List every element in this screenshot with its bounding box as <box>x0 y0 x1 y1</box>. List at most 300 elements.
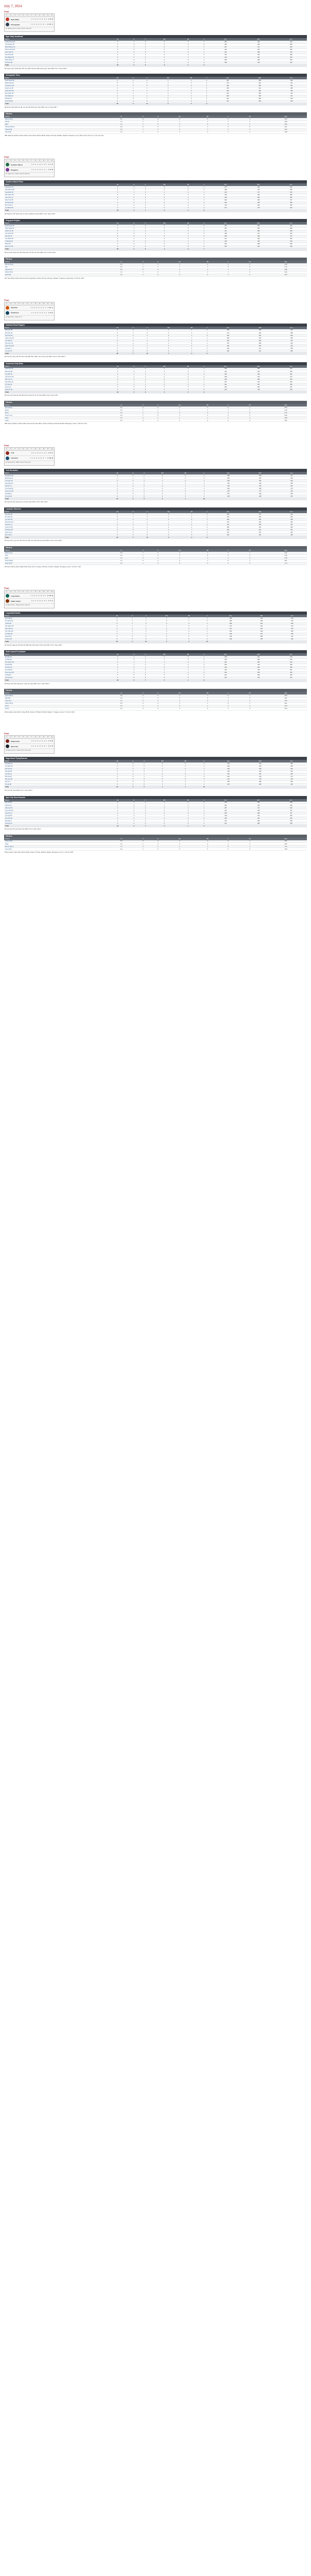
player-name[interactable]: Fred Hood RF <box>4 487 107 490</box>
player-name[interactable]: Cy Dale SS <box>4 658 107 661</box>
column-header: K <box>221 261 235 263</box>
player-name[interactable]: Luke Price LF <box>4 196 107 199</box>
team-name[interactable]: Southern Marsh <box>11 163 23 166</box>
inning-label: 3 <box>14 302 15 304</box>
column-header: BB <box>179 615 199 617</box>
scorebox[interactable] <box>4 590 55 608</box>
player-name[interactable]: Brad King SS <box>4 477 107 480</box>
player-name[interactable]: Mark Delaney CF <box>4 46 107 48</box>
team-name[interactable]: Long Island <box>11 595 20 597</box>
player-name[interactable]: Jacob Owens 2B <box>4 41 107 43</box>
team-name[interactable]: Gastonia <box>11 307 18 309</box>
player-name[interactable]: Ben Carter DH <box>4 92 107 95</box>
player-name: Totals <box>4 64 107 66</box>
stat-cell: 0 <box>128 495 139 498</box>
inning-label: R <box>43 160 44 162</box>
stat-cell: 7 <box>135 552 150 554</box>
column-header: ER <box>165 404 194 406</box>
player-name[interactable]: Bo Mills 2B <box>4 656 107 658</box>
column-header: RBI <box>151 222 178 225</box>
inning-label: E <box>51 448 53 450</box>
stat-cell: .351 <box>275 196 307 199</box>
player-name[interactable]: Ed Pratt DH <box>4 664 107 666</box>
player-name[interactable]: Lon Brisk SS <box>4 765 107 768</box>
stat-cell: 0 <box>235 128 265 131</box>
player-name[interactable]: Carlos Ruiz 3B <box>4 90 107 92</box>
player-name[interactable]: Sam Briggs 3B <box>4 56 107 59</box>
player-name[interactable]: Jon Pratt LF <box>4 340 107 342</box>
player-name[interactable]: Sam Vail CF <box>4 617 107 620</box>
stat-cell: .522 <box>276 84 307 87</box>
stat-cell: .322 <box>244 482 277 485</box>
stat-cell: 3 <box>107 638 127 640</box>
column-header: SLG <box>277 615 307 617</box>
stat-cell: 1 <box>221 707 235 710</box>
player-name[interactable]: Hal Webb C <box>4 493 107 495</box>
player-name[interactable]: Abe Pike 3B <box>4 817 107 820</box>
stat-cell: 1 <box>150 409 165 412</box>
player-name[interactable]: Jason Lee 1B <box>4 87 107 90</box>
player-name[interactable]: Pat Rowe 3B <box>4 529 107 531</box>
player-name[interactable]: Ortiz <box>4 554 107 557</box>
player-name[interactable]: Banner W(4-2) <box>4 845 107 848</box>
column-header: H <box>135 549 150 552</box>
player-name[interactable]: Gabe Lowe DH <box>4 337 107 340</box>
column-header: RBI <box>151 365 178 368</box>
stat-cell: 2 <box>156 518 182 521</box>
stat-cell: .360 <box>275 189 307 191</box>
stat-cell: .322 <box>246 628 277 630</box>
team-batting-block <box>4 650 307 686</box>
stat-cell: .262 <box>210 199 242 201</box>
player-name[interactable]: Quinn Ash C <box>4 531 107 534</box>
player-name[interactable]: Curt Gale 1B <box>4 480 107 482</box>
player-name[interactable]: Vega W(7-2) <box>4 268 107 271</box>
column-header: H <box>139 511 156 513</box>
stat-cell: 0 <box>150 775 176 778</box>
home-team-row <box>5 22 54 27</box>
player-name[interactable]: Kim Park SS <box>4 516 107 518</box>
player-name[interactable]: Yale Nye LF <box>4 812 107 815</box>
player-name[interactable]: Nate Fox 2B <box>4 329 107 332</box>
player-name[interactable]: Grady <box>4 419 107 422</box>
stat-cell: 1 <box>151 804 178 807</box>
away-team-row <box>5 306 54 311</box>
player-name[interactable]: Oscar Lin RF <box>4 526 107 529</box>
inning-label: R <box>43 14 44 16</box>
player-name[interactable]: Tate <box>4 266 107 268</box>
player-name[interactable]: Beck <box>4 557 107 560</box>
stat-cell: 8 <box>135 118 150 121</box>
player-name[interactable]: Marco Diaz SS <box>4 82 107 84</box>
player-name[interactable]: Stu Hix C <box>4 781 107 783</box>
player-name[interactable]: Max Young C <box>4 204 107 207</box>
stat-cell: 0 <box>178 41 199 43</box>
stat-cell: 0 <box>140 61 151 64</box>
player-name[interactable]: Dom Reyes 1B <box>4 661 107 664</box>
player-name[interactable]: Nat Doll DH <box>4 770 107 773</box>
player-name[interactable]: Baird <box>4 123 107 126</box>
player-name[interactable]: Greg Lund 3B <box>4 490 107 493</box>
player-name[interactable]: Evan Cole 3B <box>4 199 107 201</box>
stat-cell: .233 <box>213 485 244 487</box>
player-name[interactable]: Otis Eck LF <box>4 773 107 775</box>
stat-cell: 5 <box>107 617 127 620</box>
stat-cell: 0 <box>150 271 165 274</box>
column-header: HR <box>235 261 265 263</box>
player-name[interactable]: Yuri Bray 3B <box>4 633 107 635</box>
player-name[interactable]: Dan Ruiz LF <box>4 235 107 238</box>
stat-cell: 3 <box>107 95 128 97</box>
player-name[interactable]: Vic Hale RF <box>4 383 107 386</box>
player-name[interactable]: Pete Moss 3B <box>4 381 107 383</box>
player-name[interactable]: Wil Lamb 1B <box>4 807 107 809</box>
player-name[interactable]: Fin Moss LF <box>4 666 107 669</box>
stat-cell: .334 <box>275 240 307 243</box>
player-name[interactable]: Seth Hart 1B <box>4 334 107 337</box>
player-name[interactable]: Cole S(12) <box>4 131 107 133</box>
player-name[interactable]: Stroud <box>4 707 107 710</box>
player-name[interactable]: Mo Carr 1B <box>4 768 107 770</box>
player-name[interactable]: Dale Mast DH <box>4 482 107 485</box>
team-section-title: Staten Island FerryHawks <box>4 650 307 653</box>
stat-cell: 3 <box>107 61 128 64</box>
game-notes: WP: Beck. Pitches-strikes: Walsh 90-58, Duran 104-70. Umpires: HP Stone, 1B Vance. Weather: 82 degrees, clear. T: 2:29. Att: 7,448. <box>5 566 81 568</box>
stat-cell: 1 <box>194 845 221 848</box>
stat-cell: 6 <box>135 840 150 843</box>
player-name[interactable]: Nichols <box>4 121 107 123</box>
player-name[interactable]: Drew Hall 2B <box>4 100 107 103</box>
player-name[interactable]: Glen Ames DH <box>4 376 107 378</box>
player-name[interactable]: Carl Diaz C <box>4 347 107 350</box>
column-header: R <box>128 653 140 656</box>
player-name[interactable]: Mike Ray 2B <box>4 370 107 373</box>
player-name[interactable]: Will Grant C <box>4 97 107 100</box>
player-name[interactable]: Tyler Moss RF <box>4 54 107 56</box>
player-name[interactable]: Ira Cole 2B <box>4 495 107 498</box>
player-name[interactable]: Duran W(8-3) <box>4 560 107 562</box>
player-name[interactable]: Xav Lopez RF <box>4 630 107 633</box>
inning-label: 8 <box>35 736 36 738</box>
player-name[interactable]: Troy Bell 1B <box>4 373 107 376</box>
player-name[interactable]: Leo Banks SS <box>4 207 107 209</box>
player-name[interactable]: Cutler L(3-5) <box>4 840 107 843</box>
team-name[interactable]: Kingsport <box>11 168 19 171</box>
stat-cell: 10 <box>139 536 156 539</box>
scorebox[interactable] <box>4 13 55 32</box>
player-name[interactable]: Harper L(5-6) <box>4 702 107 705</box>
player-name[interactable]: Cal Root CF <box>4 822 107 825</box>
column-header: IP <box>107 261 135 263</box>
stat-cell: 5 <box>107 82 128 84</box>
stat-cell: .548 <box>276 518 307 521</box>
stat-cell: 3 <box>107 201 128 204</box>
player-name[interactable]: Lee Hunt 1B <box>4 518 107 521</box>
player-name[interactable]: Huey Lamb 3B <box>4 671 107 674</box>
column-header: RBI <box>150 472 176 474</box>
stat-cell: 0 <box>150 770 176 773</box>
player-name[interactable]: Sean Pike CF <box>4 368 107 370</box>
player-name[interactable]: Porter L(2-7) <box>4 414 107 417</box>
stat-cell: .308 <box>241 812 275 815</box>
stat-cell: 2 <box>199 232 210 235</box>
team-name[interactable]: York <box>11 452 14 454</box>
player-name[interactable]: Matt Gill C <box>4 243 107 245</box>
stat-cell: 2 <box>199 809 210 812</box>
stat-cell: 3 <box>107 531 128 534</box>
column-header: H <box>135 115 150 118</box>
player-name[interactable]: Adler S(9) <box>4 274 107 276</box>
stat-cell: 0 <box>128 778 139 781</box>
stat-cell: 32 <box>107 248 128 250</box>
player-name[interactable]: Aaron Fields CF <box>4 79 107 82</box>
player-name[interactable]: Ortega H(9) <box>4 128 107 131</box>
stat-cell: 1 <box>199 630 215 633</box>
player-name[interactable]: Jay Lane 2B <box>4 513 107 516</box>
stat-cell: 1 <box>128 54 140 56</box>
player-name[interactable]: Ned Frey LF <box>4 523 107 526</box>
player-name[interactable]: Yates S(7) <box>4 700 107 702</box>
stat-cell: .252 <box>210 664 242 666</box>
stat-cell: 1 <box>156 342 182 345</box>
stat-cell: 0 <box>128 56 140 59</box>
player-name[interactable]: Kurt Abel CF <box>4 762 107 765</box>
column-header: K <box>196 472 213 474</box>
stat-cell: .289 <box>212 84 243 87</box>
player-name[interactable]: Baxter <box>4 409 107 412</box>
team-name[interactable]: Spire City <box>11 745 19 748</box>
player-name[interactable]: Wes Nash LF <box>4 628 107 630</box>
player-name[interactable]: Lou Kerr CF <box>4 350 107 352</box>
stat-cell: 2 <box>139 516 156 518</box>
player-name[interactable]: Finley S(14) <box>4 562 107 565</box>
stat-cell: 1 <box>139 523 156 526</box>
stat-cell: 10 <box>199 640 215 643</box>
stat-cell: 0 <box>165 843 194 845</box>
player-name[interactable]: Kline W(5-4) <box>4 406 107 409</box>
player-name[interactable]: Al Pryor 2B <box>4 638 107 640</box>
player-name[interactable]: Xeno Mott DH <box>4 809 107 812</box>
player-name[interactable]: Earl Fitz LF <box>4 485 107 487</box>
player-name[interactable]: Alex Moreno 2B <box>4 189 107 191</box>
player-name[interactable]: Tim Wong SS <box>4 620 107 622</box>
inning-label: E <box>51 736 53 738</box>
player-name[interactable]: Kyle Benton RF <box>4 84 107 87</box>
player-name: Totals <box>4 825 107 827</box>
team-logo-icon <box>6 739 9 743</box>
player-name[interactable]: Zed Oak RF <box>4 815 107 817</box>
player-name[interactable]: Myers <box>4 412 107 414</box>
stat-cell: 0 <box>128 770 139 773</box>
stat-cell: 0 <box>151 46 178 48</box>
player-name[interactable]: Ty Bishop RF <box>4 240 107 243</box>
inning-label: 8 <box>35 302 36 304</box>
stat-cell: 1 <box>202 521 212 523</box>
stat-cell: .320 <box>244 332 276 334</box>
team-name[interactable]: High Valley <box>11 18 20 21</box>
player-name[interactable]: Zane Holt C <box>4 635 107 638</box>
stat-cell: 3 <box>178 391 199 394</box>
player-name[interactable]: Joe Marsh DH <box>4 238 107 240</box>
scorebox[interactable] <box>4 735 55 754</box>
player-name[interactable]: Drake <box>4 843 107 845</box>
stat-cell: 9 <box>140 248 151 250</box>
team-name[interactable]: Charleston <box>11 312 19 314</box>
player-name[interactable]: Ellis H(8) <box>4 697 107 700</box>
stat-cell: .250 <box>210 671 242 674</box>
stat-cell: 6 <box>221 126 235 128</box>
scorebox[interactable] <box>4 447 55 466</box>
player-name[interactable]: Quinn W(6-5) <box>4 694 107 697</box>
player-name[interactable]: Ron Lutz LF <box>4 378 107 381</box>
stat-cell: .259 <box>210 235 242 238</box>
stat-cell: 3 <box>128 679 140 682</box>
stat-cell: .398 <box>275 54 307 56</box>
stat-cell: 3 <box>150 126 165 128</box>
column-header: BB <box>194 692 221 694</box>
stat-cell: 2 <box>199 674 210 676</box>
team-name[interactable]: Staten Island <box>11 600 21 602</box>
player-name[interactable]: Van Oakes DH <box>4 625 107 628</box>
stat-cell: .305 <box>213 480 244 482</box>
stat-cell: .371 <box>244 513 276 516</box>
team-name[interactable]: Chesapeake <box>11 23 20 26</box>
player-name[interactable]: Ness S(10) <box>4 848 107 851</box>
stat-cell: 0 <box>128 235 140 238</box>
player-name[interactable]: Devin Park LF <box>4 51 107 54</box>
stat-cell: .356 <box>244 518 276 521</box>
inning-label: 3 <box>14 736 15 738</box>
team-section-title: Lancaster Stormers <box>4 507 307 511</box>
table-row <box>4 64 307 66</box>
player-name[interactable]: Pierce L(4-5) <box>4 118 107 121</box>
column-header: BB <box>194 261 221 263</box>
player-name[interactable]: Sal Cruz C <box>4 386 107 388</box>
stat-cell: 3 <box>107 676 128 679</box>
stat-cell: 4 <box>107 376 128 378</box>
stat-cell: .231 <box>210 51 242 54</box>
player-name[interactable]: Bud Quill C <box>4 820 107 822</box>
player-name[interactable]: Jed Fong CF <box>4 676 107 679</box>
player-name[interactable]: Ted Ide 2B <box>4 783 107 786</box>
player-name[interactable]: Cole Finch 3B <box>4 232 107 235</box>
stat-cell: 3 <box>107 194 128 196</box>
player-name[interactable]: Ramos H(11) <box>4 271 107 274</box>
stat-cell <box>210 248 242 250</box>
player-name[interactable]: Ian Brooks RF <box>4 201 107 204</box>
inning-label: 4 <box>19 14 20 16</box>
stat-cell: 4 <box>135 845 150 848</box>
player-name[interactable]: Noah Kent 1B <box>4 230 107 232</box>
stat-cell: 5 <box>221 118 235 121</box>
stat-cell: .284 <box>276 781 307 783</box>
player-name[interactable]: Hank Orr SS <box>4 388 107 391</box>
stat-cell: .372 <box>276 775 307 778</box>
stat-cell: 0 <box>181 342 202 345</box>
player-name[interactable]: Jake Ward 1B <box>4 191 107 194</box>
stat-cell: 0 <box>165 131 194 133</box>
stat-cell: 1 <box>199 186 210 189</box>
stat-cell: 0 <box>175 781 196 783</box>
player-name[interactable]: Paul Kim SS <box>4 332 107 334</box>
stat-cell <box>275 209 307 212</box>
stat-cell: 0 <box>235 557 265 560</box>
stat-cell: .297 <box>210 46 242 48</box>
player-name[interactable]: Val Kirk SS <box>4 804 107 807</box>
player-name[interactable]: Tom Walsh LF <box>4 95 107 97</box>
stat-cell <box>275 825 307 827</box>
player-name[interactable]: Nunez <box>4 705 107 707</box>
scorebox[interactable] <box>4 159 55 177</box>
player-name[interactable]: Chris Dunn CF <box>4 186 107 189</box>
stat-cell: 1 <box>178 381 199 383</box>
stat-cell: 2 <box>221 848 235 851</box>
stat-cell: 1 <box>194 266 221 268</box>
stat-cell: 2 <box>221 128 235 131</box>
batting-table <box>4 327 307 355</box>
player-name[interactable]: Max Dean DH <box>4 521 107 523</box>
stat-cell: 4 <box>107 368 128 370</box>
player-name[interactable]: Walsh L(4-4) <box>4 552 107 554</box>
stat-cell: .348 <box>244 329 276 332</box>
player-name[interactable]: Ross Cantrell 1B <box>4 48 107 51</box>
player-name[interactable]: Eli Stone DH <box>4 61 107 64</box>
team-name[interactable]: Lancaster <box>11 457 19 460</box>
column-header: HR <box>235 838 265 840</box>
stat-cell: 1 <box>194 409 221 412</box>
player-name[interactable]: Uri Belt 1B <box>4 622 107 625</box>
linescore: 2 0 1 0 0 0 0 1 x <box>31 169 47 171</box>
stat-cell: 0 <box>139 783 150 786</box>
player-name[interactable]: Luis Herrera SS <box>4 43 107 46</box>
player-name[interactable]: Phil Fay RF <box>4 775 107 778</box>
scorebox[interactable] <box>4 302 55 320</box>
player-name[interactable]: Harrison W(6-3) <box>4 126 107 128</box>
player-name[interactable]: Owen Shaw CF <box>4 227 107 230</box>
player-name[interactable]: Ray Gee 3B <box>4 778 107 781</box>
player-name[interactable]: Gus Tate RF <box>4 669 107 671</box>
stat-cell: 1 <box>194 268 221 271</box>
player-name[interactable]: Sloan <box>4 417 107 419</box>
player-name[interactable]: Ike Boyd C <box>4 674 107 676</box>
stat-cell: 2 <box>178 209 199 212</box>
stat-cell: 8 <box>202 536 212 539</box>
stat-cell: 0 <box>154 635 179 638</box>
stat-cell: 1 <box>201 100 212 103</box>
player-name[interactable]: Rex Tull CF <box>4 534 107 536</box>
column-header: Batters <box>4 472 107 474</box>
player-name[interactable]: Ugo Jax 2B <box>4 802 107 804</box>
stat-cell: 0 <box>127 638 137 640</box>
stat-cell: 0 <box>194 412 221 414</box>
player-name[interactable]: Adam Frost 3B <box>4 345 107 347</box>
decisions: W: Quinn (6-5) L: Harper (5-6) S: Yates (7) <box>6 604 30 606</box>
player-name[interactable]: Zach Cruz 2B <box>4 245 107 248</box>
player-name[interactable]: Rick Vann RF <box>4 342 107 345</box>
inning-label: R <box>43 302 44 304</box>
stat-cell: 7 <box>140 209 151 212</box>
stat-cell: 1 <box>235 694 265 697</box>
player-name[interactable]: Monroe L(3-6) <box>4 263 107 266</box>
player-name[interactable]: Nolan Reyes C <box>4 59 107 61</box>
player-name[interactable]: Rob Sutton DH <box>4 194 107 196</box>
player-name[interactable]: Ryan Hayes SS <box>4 225 107 227</box>
team-name[interactable]: Hagerstown <box>11 740 20 742</box>
stat-cell: 4 <box>107 809 128 812</box>
player-name[interactable]: Andy Ross CF <box>4 474 107 477</box>
table-row <box>4 352 307 355</box>
stat-cell: 1 <box>199 51 210 54</box>
